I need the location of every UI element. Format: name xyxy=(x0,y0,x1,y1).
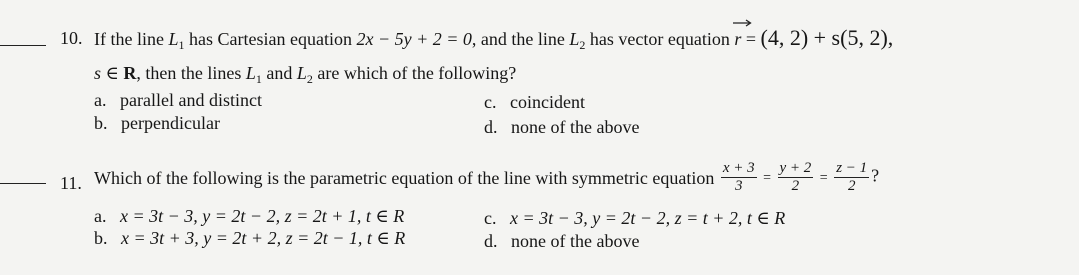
cartesian-equation: 2x − 5y + 2 = 0 xyxy=(356,29,472,49)
fraction-z: $\frac{z - 1}{2}$ xyxy=(836,160,868,194)
option-b[interactable]: b. perpendicular xyxy=(94,113,220,133)
option-a[interactable]: a. parallel and distinct xyxy=(94,90,262,110)
vector-r: r xyxy=(734,28,741,50)
question-number: 10. xyxy=(60,28,83,48)
fraction-y: $\frac{y + 2}{2}$ xyxy=(779,160,812,194)
option-c[interactable]: c. coincident xyxy=(484,92,585,112)
question-text-line-2: s ∈ R, then the lines $L_1$ and $L_2$ are which of the following? xyxy=(94,63,517,86)
vector-equation: (4, 2) + s(5, 2), xyxy=(760,25,894,50)
answer-blank-11 xyxy=(0,183,46,184)
answer-blank-10 xyxy=(0,45,46,46)
option-d[interactable]: d. none of the above xyxy=(484,117,640,137)
question-text: If the line $L_1$ has Cartesian equation 2x − 5y + 2 = 0, and the line $L_2$ has vector equation r = (4, 2) + s(5, 2), xyxy=(94,27,893,50)
option-d[interactable]: d. none of the above xyxy=(484,231,640,251)
question-text: Which of the following is the parametric equation of the line with symmetric equation $\frac{x + 3}{3}$ = $\frac{y + 2}{2}$ = $\frac{z - 1}{2}$ ? xyxy=(94,160,880,194)
option-a[interactable]: a. x = 3t − 3, y = 2t − 2, z = 2t + 1, t ∈ R xyxy=(94,206,405,226)
question-number: 11. xyxy=(60,173,82,193)
option-c[interactable]: c. x = 3t − 3, y = 2t − 2, z = t + 2, t ∈ R xyxy=(484,208,786,228)
option-b[interactable]: b. x = 3t + 3, y = 2t + 2, z = 2t − 1, t ∈ R xyxy=(94,228,406,248)
fraction-x: $\frac{x + 3}{3}$ xyxy=(722,160,755,194)
